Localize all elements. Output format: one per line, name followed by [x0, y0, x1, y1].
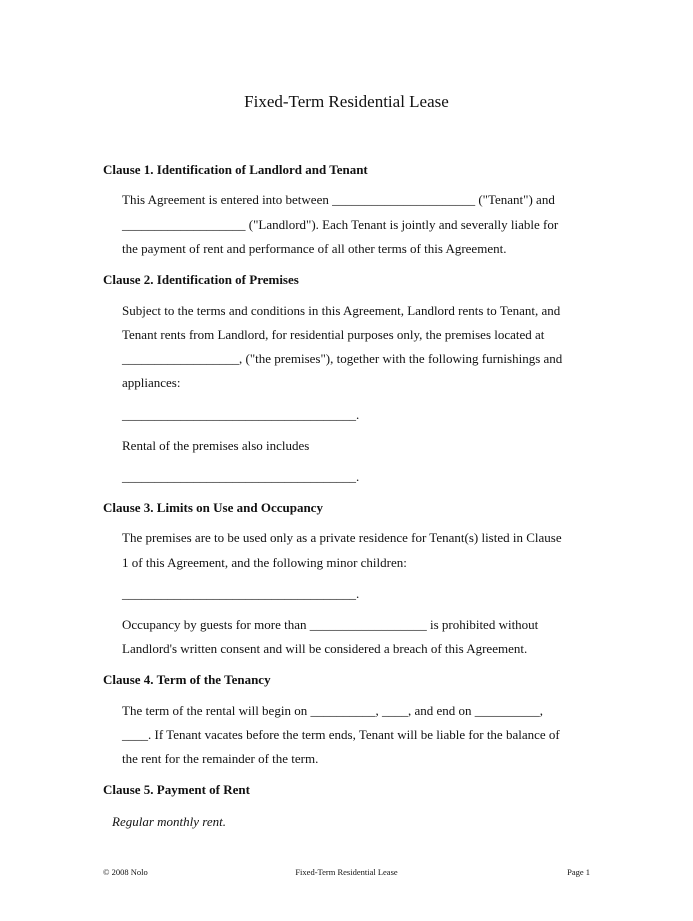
clause-2-line: ____________________________________. — [122, 407, 360, 422]
clause-1-line: This Agreement is entered into between ______________________ ("Tenant") and — [122, 192, 555, 207]
clause-2-line: __________________, ("the premises"), together with the following furnishings and — [122, 351, 563, 366]
clause-1-line: the payment of rent and performance of all other terms of this Agreement. — [122, 241, 507, 256]
clause-2-heading: Clause 2. Identification of Premises — [103, 272, 299, 287]
clause-3-heading: Clause 3. Limits on Use and Occupancy — [103, 500, 323, 515]
clause-3-line: Occupancy by guests for more than __________________ is prohibited without — [122, 617, 539, 632]
clause-1-heading: Clause 1. Identification of Landlord and Tenant — [103, 162, 368, 177]
clause-3-line: 1 of this Agreement, and the following minor children: — [122, 555, 407, 570]
document-title: Fixed-Term Residential Lease — [244, 92, 449, 111]
footer-document-title: Fixed-Term Residential Lease — [295, 867, 398, 877]
footer-copyright: © 2008 Nolo — [103, 867, 148, 877]
clause-3-line: ____________________________________. — [122, 586, 360, 601]
clause-2-line: ____________________________________. — [122, 469, 360, 484]
clause-4-line: the rent for the remainder of the term. — [122, 751, 319, 766]
clause-1-line: ___________________ ("Landlord"). Each Tenant is jointly and severally liable for — [122, 217, 559, 232]
footer-page-number: Page 1 — [567, 867, 590, 877]
clause-4-line: ____. If Tenant vacates before the term ends, Tenant will be liable for the balance of — [122, 727, 560, 742]
clause-4-heading: Clause 4. Term of the Tenancy — [103, 672, 271, 687]
clause-5-subheading: Regular monthly rent. — [112, 814, 226, 829]
clause-2-line: Subject to the terms and conditions in this Agreement, Landlord rents to Tenant, and — [122, 303, 561, 318]
clause-3-line: Landlord's written consent and will be considered a breach of this Agreement. — [122, 641, 528, 656]
clause-5-heading: Clause 5. Payment of Rent — [103, 782, 250, 797]
clause-4-line: The term of the rental will begin on __________, ____, and end on __________, — [122, 703, 543, 718]
clause-3-line: The premises are to be used only as a private residence for Tenant(s) listed in Clause — [122, 530, 562, 545]
clause-2-line: appliances: — [122, 375, 181, 390]
clause-2-line: Rental of the premises also includes — [122, 438, 310, 453]
clause-2-line: Tenant rents from Landlord, for residential purposes only, the premises located at — [122, 327, 545, 342]
